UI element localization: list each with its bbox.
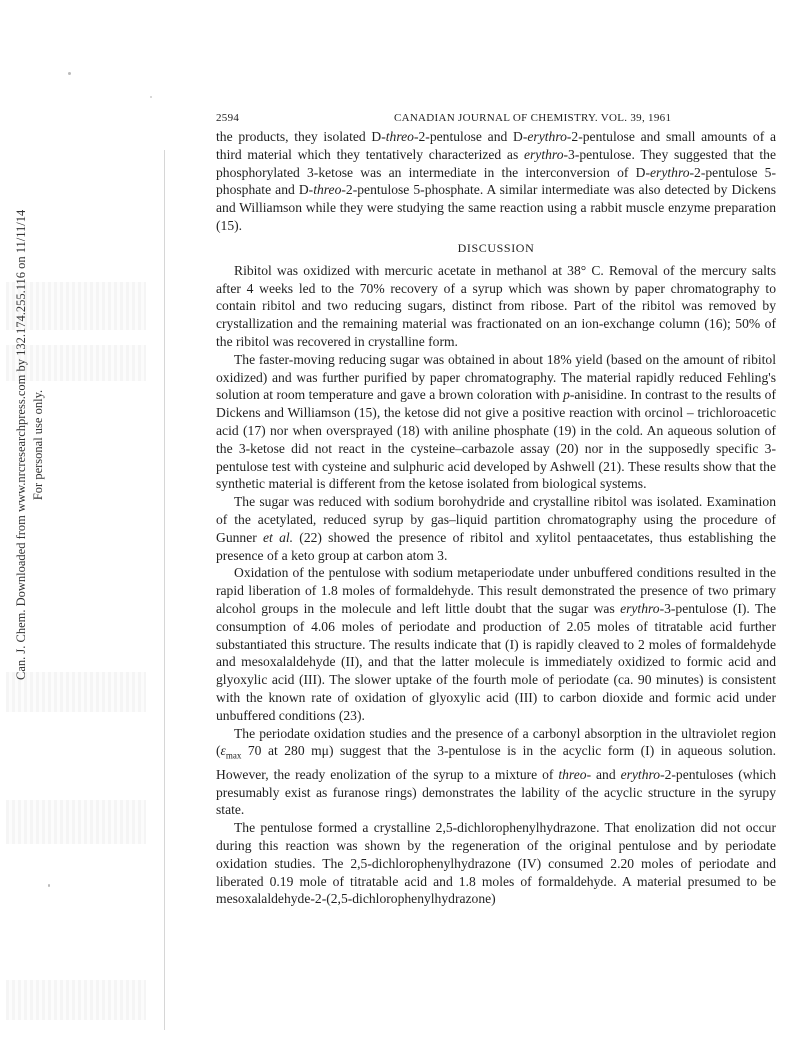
paragraph-periodate-oxidation: Oxidation of the pentulose with sodium metaperiodate under unbuffered conditions resulted in the rapid liberation of 1.8 moles of formaldehyde. This result demonstrated the presence of two primary alcohol groups in the molecule and left little doubt that the sugar was erythro-3-pentulose (I). The consumption of 4.06 moles of periodate and production of 2.05 moles of titratable acid further substantiated this structure. The results indicate that (I) is rapidly cleaved to 2 moles of formaldehyde and mesoxalaldehyde (II), and that the latter molecule is immediately oxidized to formic acid and glyoxylic acid (III). The slower uptake of the fourth mole of periodate (ca. 90 minutes) is consistent with the known rate of oxidation of glyoxylic acid (III) to carbon dioxide and formic acid under unbuffered conditions (23). [216, 565, 776, 723]
margin-smudge [6, 800, 146, 844]
watermark-line-1: Can. J. Chem. Downloaded from www.nrcresearchpress.com by 132.174.255.116 on 11/11/14 [14, 209, 28, 680]
scan-speck [150, 96, 152, 98]
margin-smudge [6, 980, 146, 1020]
paragraph-hydrazone: The pentulose formed a crystalline 2,5-dichlorophenylhydrazone. That enolization did not occur during this reaction was shown by the regeneration of the original pentulose and by periodate oxidation studies. The 2,5-dichlorophenylhydrazone (IV) consumed 2.20 moles of periodate and liberated 0.19 mole of titratable acid and 1.8 moles of formaldehyde. A material presumed to be mesoxalaldehyde-2-(2,5-dichlorophenylhydrazone) [216, 820, 776, 907]
paragraph-ribitol-oxidation: Ribitol was oxidized with mercuric acetate in methanol at 38° C. Removal of the mercury salts after 4 weeks led to the 70% recovery of a syrup which was shown by paper chromatography to contain ribitol and two reducing sugars, distinct from ribose. Part of the ribitol was removed by crystallization and the remaining material was fractionated on an ion-exchange column (16); 50% of the ribitol was recovered in crystalline form. [216, 262, 776, 349]
scan-speck [48, 884, 50, 887]
paragraph-borohydride-reduction: The sugar was reduced with sodium borohydride and crystalline ribitol was isolated. Examination of the acetylated, reduced syrup by gas–liquid partition chromatography using the procedure of Gunner et al. (22) showed the presence of ribitol and xylitol pentaacetates, thus establishing the presence of a keto group at carbon atom 3. [216, 494, 776, 563]
scan-margin [0, 0, 170, 1051]
page-body [216, 112, 776, 908]
journal-title: CANADIAN JOURNAL OF CHEMISTRY. VOL. 39, 1961 [393, 112, 672, 124]
watermark-line-2: For personal use only. [31, 389, 45, 501]
scan-speck [68, 72, 71, 75]
download-watermark [13, 210, 53, 680]
page-number: 2594 [216, 112, 240, 124]
section-heading: DISCUSSION [457, 240, 535, 255]
binding-edge [164, 150, 165, 1030]
intro-paragraph: the products, they isolated D-threo-2-pentulose and D-erythro-2-pentulose and small amounts of a third material which they tentatively characterized as erythro-3-pentulose. They suggested that the phosphorylated 3-ketose was an intermediate in the interconversion of D-erythro-2-pentulose 5-phosphate and D-threo-2-pentulose 5-phosphate. A similar intermediate was also detected by Dickens and Williamson while they were studying the same reaction using a rabbit muscle enzyme preparation (15). [216, 129, 777, 233]
paragraph-acyclic-form: The periodate oxidation studies and the presence of a carbonyl absorption in the ultraviolet region ($\varepsilon_{max}$ 70 at 280 mμ) suggest that the 3-pentulose is in the acyclic form (I) in aqueous solution. However, the ready enolization of the syrup to a mixture of threo- and erythro-2-pentuloses (which presumably exist as furanose rings) demonstrates the lability of the acyclic structure in the syrupy state. [216, 725, 776, 818]
paragraph-reducing-sugar: The faster-moving reducing sugar was obtained in about 18% yield (based on the amount of ribitol oxidized) and was further purified by paper chromatography. The material rapidly reduced Fehling's solution at room temperature and gave a brown coloration with p-anisidine. In contrast to the results of Dickens and Williamson (15), the ketose did not give a positive reaction with orcinol – trichloroacetic acid (17) nor when oversprayed (18) with aniline phosphate (19) in the cold. An aqueous solution of the 3-ketose did not react in the cysteine–carbazole assay (20) nor in the supposedly specific 3-pentulose test with cysteine and sulphuric acid developed by Ashwell (21). These results show that the synthetic material is different from the ketose isolated from biological systems. [216, 351, 776, 492]
running-head [216, 112, 776, 124]
